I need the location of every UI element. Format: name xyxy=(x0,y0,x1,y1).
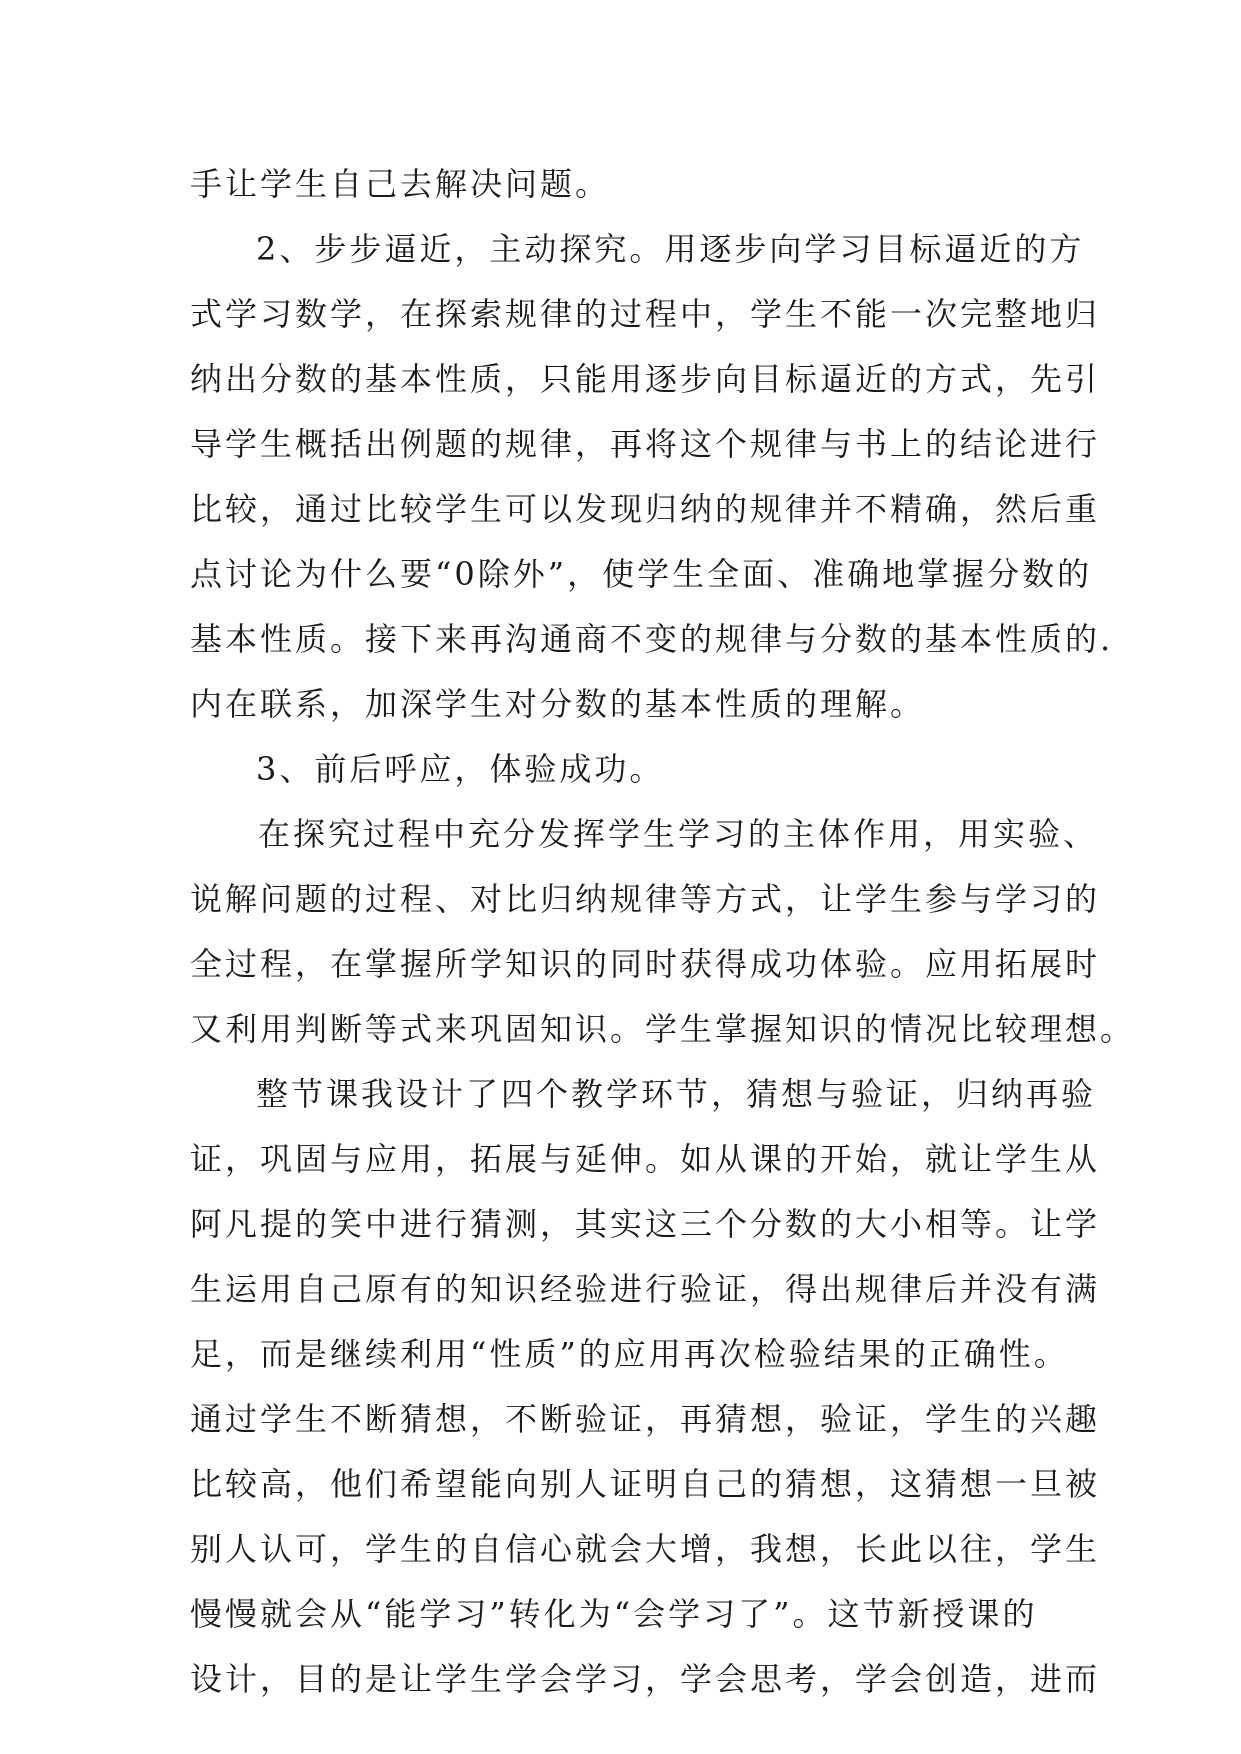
text-line: 全过程，在掌握所学知识的同时获得成功体验。应用拓展时 xyxy=(190,945,1101,983)
text-line: 纳出分数的基本性质，只能用逐步向目标逼近的方式，先引 xyxy=(190,360,1101,398)
text-line: 比较高，他们希望能向别人证明自己的猜想，这猜想一旦被 xyxy=(190,1465,1101,1503)
text-line: 内在联系，加深学生对分数的基本性质的理解。 xyxy=(190,685,926,723)
text-line: 说解问题的过程、对比归纳规律等方式，让学生参与学习的 xyxy=(190,880,1101,918)
text-line: 手让学生自己去解决问题。 xyxy=(190,165,611,203)
text-line: 慢慢就会从“能学习”转化为“会学习了”。这节新授课的 xyxy=(190,1595,1038,1633)
text-line: 通过学生不断猜想，不断验证，再猜想，验证，学生的兴趣 xyxy=(190,1400,1101,1438)
text-line: 又利用判断等式来巩固知识。学生掌握知识的情况比较理想。 xyxy=(190,1010,1136,1048)
text-line: 式学习数学，在探索规律的过程中，学生不能一次完整地归 xyxy=(190,295,1101,333)
text-line: 比较，通过比较学生可以发现归纳的规律并不精确，然后重 xyxy=(190,490,1101,528)
text-line: 别人认可，学生的自信心就会大增，我想，长此以往，学生 xyxy=(190,1530,1101,1568)
text-line: 足，而是继续利用“性质”的应用再次检验结果的正确性。 xyxy=(190,1335,1069,1373)
text-line: 阿凡提的笑中进行猜测，其实这三个分数的大小相等。让学 xyxy=(190,1205,1101,1243)
text-line: 设计，目的是让学生学会学习，学会思考，学会创造，进而 xyxy=(190,1660,1101,1698)
text-line: 3、前后呼应，体验成功。 xyxy=(256,750,665,788)
text-line: 整节课我设计了四个教学环节，猜想与验证，归纳再验 xyxy=(256,1075,1097,1113)
text-line: 证，巩固与应用，拓展与延伸。如从课的开始，就让学生从 xyxy=(190,1140,1101,1178)
text-line: 2、步步逼近，主动探究。用逐步向学习目标逼近的方 xyxy=(256,230,1085,268)
text-line: 导学生概括出例题的规律，再将这个规律与书上的结论进行 xyxy=(190,425,1101,463)
text-line: 生运用自己原有的知识经验进行验证，得出规律后并没有满 xyxy=(190,1270,1101,1308)
text-line: 点讨论为什么要“0除外”，使学生全面、准确地掌握分数的 xyxy=(190,555,1093,593)
text-line: 在探究过程中充分发挥学生学习的主体作用，用实验、 xyxy=(258,815,1099,853)
text-line: 基本性质。接下来再沟通商不变的规律与分数的基本性质的. xyxy=(190,620,1114,658)
